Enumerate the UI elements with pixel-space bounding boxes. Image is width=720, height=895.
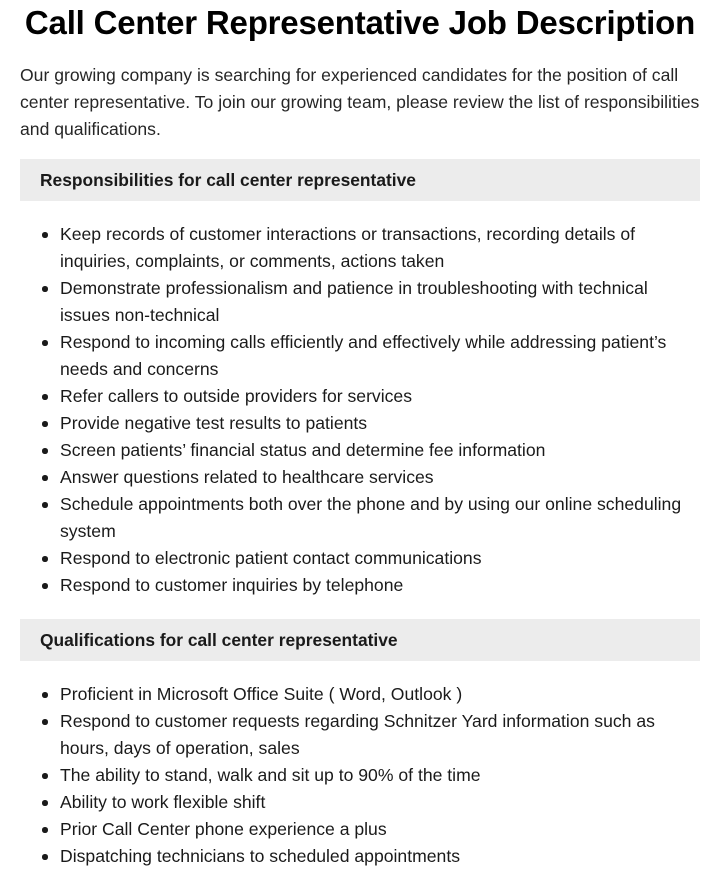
qualification-item: Prior Call Center phone experience a plus (60, 816, 700, 843)
qualifications-header (20, 619, 700, 661)
intro-paragraph: Our growing company is searching for experienced candidates for the position of call center representative. To join our growing team, please review the list of responsibilities and qualifications. (20, 65, 700, 139)
responsibility-item: Respond to incoming calls efficiently and effectively while addressing patient’s needs and concerns (60, 329, 700, 383)
responsibilities-header (20, 159, 700, 201)
responsibility-item: Keep records of customer interactions or transactions, recording details of inquiries, complaints, or comments, actions taken (60, 221, 700, 275)
responsibilities-heading: Responsibilities for call center representative (40, 169, 416, 190)
qualification-item: Ability to work flexible shift (60, 789, 700, 816)
page-title: Call Center Representative Job Description (24, 4, 696, 41)
responsibility-item: Answer questions related to healthcare services (60, 464, 700, 491)
qualification-item: Proficient in Microsoft Office Suite ( Word, Outlook ) (60, 681, 700, 708)
responsibility-item: Schedule appointments both over the phone and by using our online scheduling system (60, 491, 700, 545)
qualifications-list (20, 681, 700, 870)
qualifications-heading: Qualifications for call center representative (40, 629, 398, 650)
qualification-item: The ability to stand, walk and sit up to 90% of the time (60, 762, 700, 789)
responsibility-item: Screen patients’ financial status and determine fee information (60, 437, 700, 464)
responsibilities-list (20, 221, 700, 599)
responsibility-item: Provide negative test results to patients (60, 410, 700, 437)
responsibility-item: Demonstrate professionalism and patience in troubleshooting with technical issues non-technical (60, 275, 700, 329)
responsibility-item: Respond to electronic patient contact communications (60, 545, 700, 572)
qualification-item: Dispatching technicians to scheduled appointments (60, 843, 700, 870)
qualification-item: Respond to customer requests regarding Schnitzer Yard information such as hours, days of operation, sales (60, 708, 700, 762)
responsibility-item: Refer callers to outside providers for services (60, 383, 700, 410)
responsibility-item: Respond to customer inquiries by telephone (60, 572, 700, 599)
